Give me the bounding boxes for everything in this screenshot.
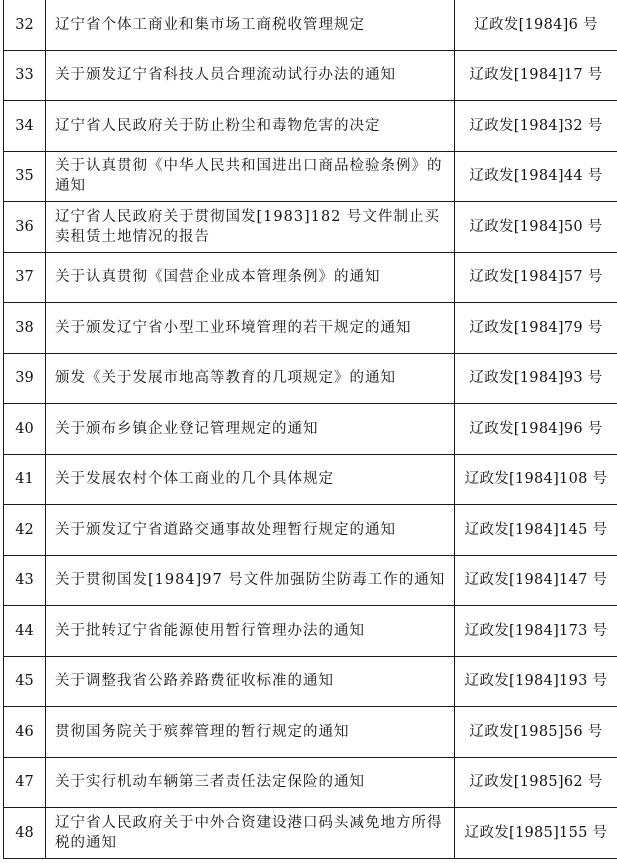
document-title: 关于调整我省公路养路费征收标准的通知 [46,656,455,707]
document-title: 辽宁省人民政府关于中外合资建设港口码头减免地方所得税的通知 [46,808,455,859]
row-number: 35 [4,151,46,202]
row-number: 45 [4,656,46,707]
row-number: 47 [4,757,46,808]
table-row [4,606,617,657]
document-number: 辽政发[1985]56 号 [455,707,617,758]
table-row [4,757,617,808]
document-number: 辽政发[1984]50 号 [455,202,617,253]
row-number: 33 [4,50,46,101]
document-title: 贯彻国务院关于殡葬管理的暂行规定的通知 [46,707,455,758]
document-number: 辽政发[1984]32 号 [455,101,617,152]
document-number: 辽政发[1985]155 号 [455,808,617,859]
document-title: 关于颁发辽宁省道路交通事故处理暂行规定的通知 [46,505,455,556]
document-title: 关于颁布乡镇企业登记管理规定的通知 [46,404,455,455]
document-number: 辽政发[1985]62 号 [455,757,617,808]
document-title: 关于贯彻国发[1984]97 号文件加强防尘防毒工作的通知 [46,555,455,606]
document-number: 辽政发[1984]96 号 [455,404,617,455]
row-number: 37 [4,252,46,303]
document-title: 关于实行机动车辆第三者责任法定保险的通知 [46,757,455,808]
document-table [3,0,617,859]
document-title: 辽宁省人民政府关于防止粉尘和毒物危害的决定 [46,101,455,152]
document-number: 辽政发[1984]79 号 [455,303,617,354]
document-number: 辽政发[1984]147 号 [455,555,617,606]
document-title: 关于颁发辽宁省小型工业环境管理的若干规定的通知 [46,303,455,354]
row-number: 38 [4,303,46,354]
table-row [4,656,617,707]
row-number: 34 [4,101,46,152]
document-number: 辽政发[1984]17 号 [455,50,617,101]
table-row [4,202,617,253]
document-title: 关于认真贯彻《国营企业成本管理条例》的通知 [46,252,455,303]
table-row [4,707,617,758]
document-number: 辽政发[1984]6 号 [455,0,617,50]
document-number: 辽政发[1984]193 号 [455,656,617,707]
row-number: 42 [4,505,46,556]
document-title: 关于颁发辽宁省科技人员合理流动试行办法的通知 [46,50,455,101]
row-number: 46 [4,707,46,758]
document-title: 颁发《关于发展市地高等教育的几项规定》的通知 [46,353,455,404]
document-number: 辽政发[1984]44 号 [455,151,617,202]
document-number: 辽政发[1984]173 号 [455,606,617,657]
row-number: 44 [4,606,46,657]
row-number: 48 [4,808,46,859]
document-number: 辽政发[1984]145 号 [455,505,617,556]
table-row [4,404,617,455]
table-row [4,151,617,202]
row-number: 41 [4,454,46,505]
table-row [4,303,617,354]
document-title: 辽宁省人民政府关于贯彻国发[1983]182 号文件制止买卖租赁土地情况的报告 [46,202,455,253]
table-body [4,0,617,858]
document-title: 关于认真贯彻《中华人民共和国进出口商品检验条例》的通知 [46,151,455,202]
table-row [4,505,617,556]
table-row [4,454,617,505]
row-number: 43 [4,555,46,606]
table-row [4,353,617,404]
table-row [4,808,617,859]
document-number: 辽政发[1984]57 号 [455,252,617,303]
row-number: 40 [4,404,46,455]
table-row [4,252,617,303]
table-row [4,101,617,152]
document-title: 关于发展农村个体工商业的几个具体规定 [46,454,455,505]
document-number: 辽政发[1984]108 号 [455,454,617,505]
row-number: 36 [4,202,46,253]
row-number: 39 [4,353,46,404]
table-row [4,50,617,101]
document-number: 辽政发[1984]93 号 [455,353,617,404]
document-title: 关于批转辽宁省能源使用暂行管理办法的通知 [46,606,455,657]
document-title: 辽宁省个体工商业和集市场工商税收管理规定 [46,0,455,50]
table-row [4,0,617,50]
table-row [4,555,617,606]
row-number: 32 [4,0,46,50]
